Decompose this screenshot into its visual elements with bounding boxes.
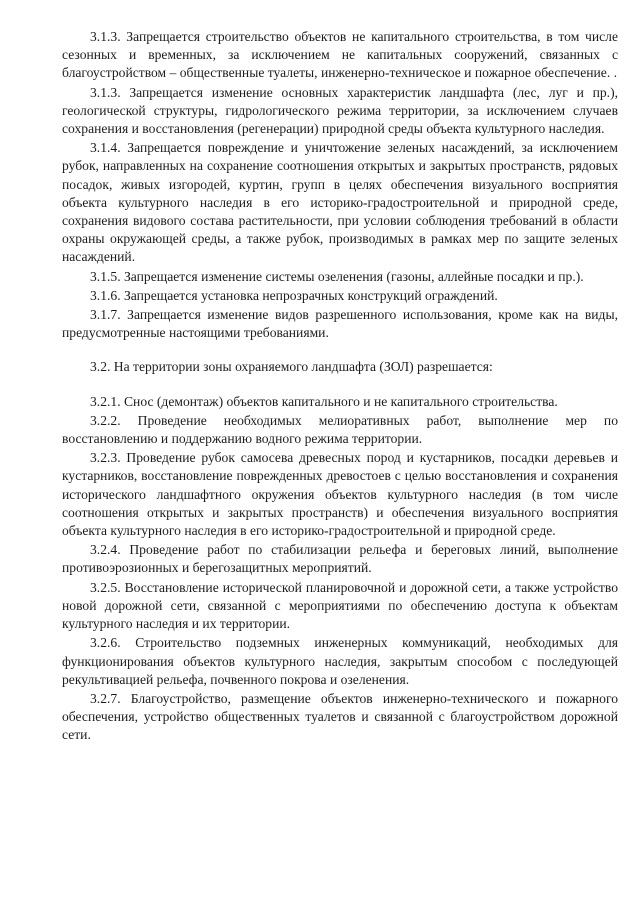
section-heading-3-2: 3.2. На территории зоны охраняемого ландшафта (ЗОЛ) разрешается:	[90, 359, 493, 375]
paragraph-3-2-2: 3.2.2. Проведение необходимых мелиоративных работ, выполнение мер по восстановлению и поддержанию водного режима территории.	[62, 412, 618, 447]
paragraph-3-1-3-construction: 3.1.3. Запрещается строительство объектов не капитального строительства, в том числе сезонных и временных, за исключением не капитальных сооружений, связанных с благоустройством – общественные туалеты, инженерно-техническое и пожарное обеспечение. .	[62, 29, 618, 81]
paragraph-3-2-6: 3.2.6. Строительство подземных инженерных коммуникаций, необходимых для функционирования объектов культурного наследия, закрытым способом с последующей рекультивацией рельефа, почвенного покрова и озеленения.	[62, 635, 618, 687]
paragraph-3-2-3: 3.2.3. Проведение рубок самосева древесных пород и кустарников, посадки деревьев и кустарников, восстановление поврежденных древостоев с целью восстановления и сохранения исторического ландшафтного окружения объектов культурного наследия (в том числе соотношения открытых и закрытых пространств) и обеспечения визуального восприятия объекта культурного наследия в его историко-градостроительной и природной среде.	[62, 450, 618, 539]
paragraph-3-1-5: 3.1.5. Запрещается изменение системы озеленения (газоны, аллейные посадки и пр.).	[90, 268, 584, 284]
paragraph-3-1-7: 3.1.7. Запрещается изменение видов разрешенного использования, кроме как на виды, предусмотренные настоящими требованиями.	[62, 307, 618, 341]
document-body	[62, 28, 618, 746]
paragraph-3-1-6: 3.1.6. Запрещается установка непрозрачных конструкций ограждений.	[90, 287, 498, 303]
paragraph-3-2-5: 3.2.5. Восстановление исторической планировочной и дорожной сети, а также устройство новой дорожной сети, связанной с мероприятиями по обеспечению доступа к объектам культурного наследия и их территории.	[62, 579, 618, 632]
paragraph-3-2-7: 3.2.7. Благоустройство, размещение объектов инженерно-технического и пожарного обеспечения, устройство общественных туалетов и связанной с благоустройством дорожной сети.	[62, 690, 618, 743]
paragraph-3-2-1: 3.2.1. Снос (демонтаж) объектов капитального и не капитального строительства.	[90, 393, 558, 409]
paragraph-3-1-3-landscape: 3.1.3. Запрещается изменение основных характеристик ландшафта (лес, луг и пр.), геологической структуры, гидрологического режима территории, за исключением случаев сохранения и восстановления (регенерации) природной среды объекта культурного наследия.	[62, 84, 618, 137]
paragraph-3-1-4: 3.1.4. Запрещается повреждение и уничтожение зеленых насаждений, за исключением рубок, направленных на сохранение соотношения открытых и закрытых пространств, рядовых посадок, живых изгородей, куртин, групп в целях обеспечения визуального восприятия объекта культурного наследия в его историко-градостроительной и природной среде, сохранения видового состава растительности, при условии соблюдения требований в области охраны окружающей среды, а также рубок, производимых в рамках мер по защите зеленых насаждений.	[62, 140, 618, 265]
paragraph-3-2-4: 3.2.4. Проведение работ по стабилизации рельефа и береговых линий, выполнение противоэрозионных и берегозащитных мероприятий.	[62, 542, 618, 576]
